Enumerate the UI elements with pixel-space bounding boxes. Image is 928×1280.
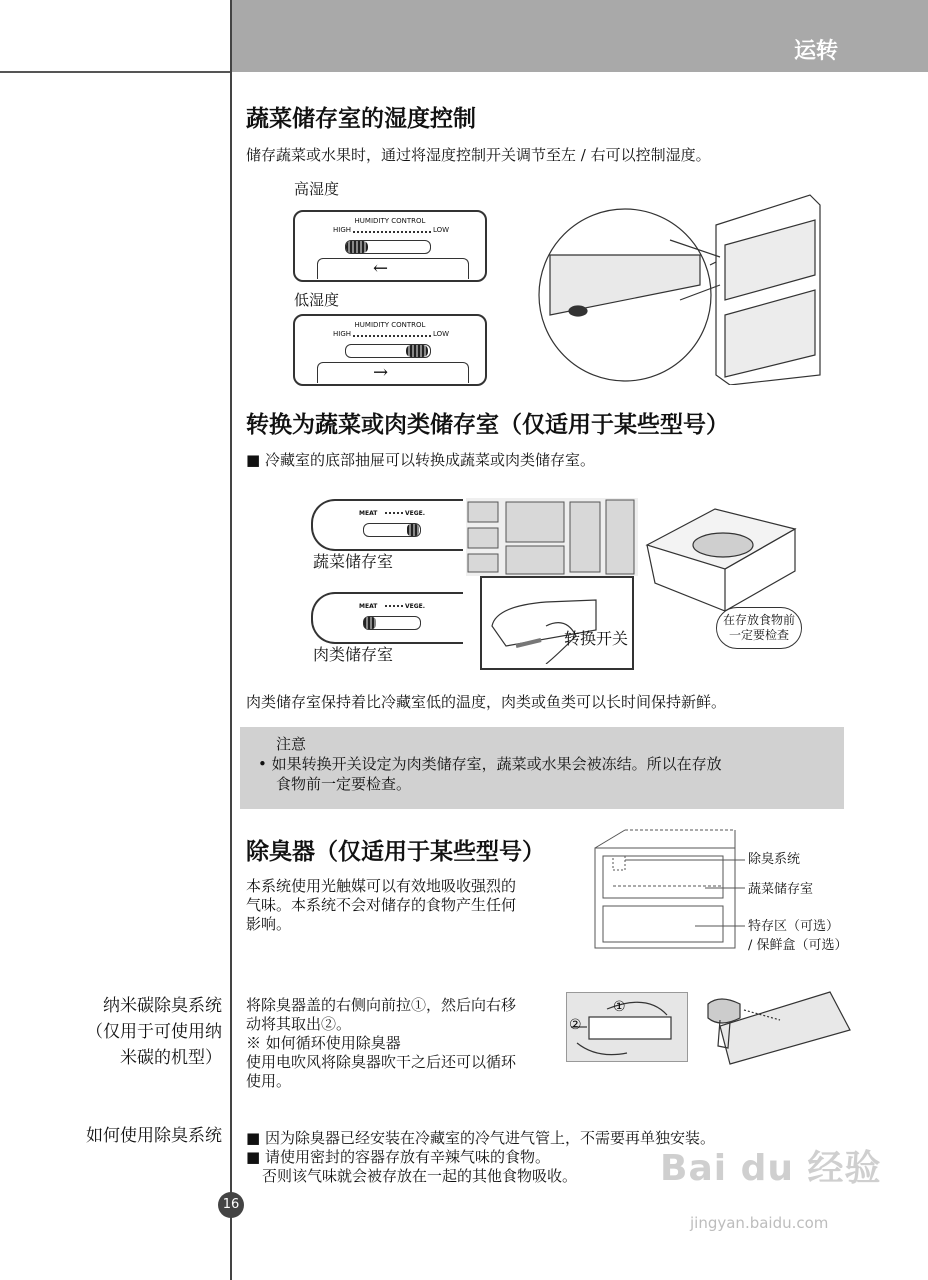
humidity-panel-low (293, 314, 487, 386)
caution-box (240, 727, 844, 809)
scale-dots (385, 605, 403, 607)
switch-panel-vege (311, 499, 463, 551)
side-nano-3: 米碳的机型） (120, 1048, 222, 1068)
page-title: 运转 (793, 39, 838, 64)
humidity-control-title: HUMIDITY CONTROL (354, 217, 426, 225)
baidu-watermark-url: jingyan.baidu.com (690, 1214, 829, 1232)
scale-dots (353, 231, 431, 233)
nano-line5: 使用。 (246, 1072, 292, 1090)
vege-text: VEGE. (405, 603, 426, 610)
low-humidity-label: 低湿度 (294, 291, 340, 309)
meat-room-description: 肉类储存室保持着比冷藏室低的温度，肉类或鱼类可以长时间保持新鲜。 (246, 693, 727, 711)
right-arrow-icon: → (373, 362, 389, 383)
high-humidity-label: 高湿度 (294, 180, 340, 198)
low-text: LOW (433, 226, 450, 234)
nano-line3: ※ 如何循环使用除臭器 (246, 1034, 401, 1052)
fridge-interior-photo (466, 498, 638, 576)
humidity-panel-high (293, 210, 487, 282)
step-1-marker: ① (613, 999, 626, 1015)
meat-room-label: 肉类储存室 (313, 645, 394, 664)
deodorizer-body-1: 本系统使用光触媒可以有效地吸收强烈的 (246, 877, 517, 895)
step-2-marker: ② (569, 1017, 582, 1033)
deodorizer-body-3: 影响。 (246, 915, 292, 933)
section-heading-humidity: 蔬菜储存室的湿度控制 (246, 106, 476, 132)
nano-line4: 使用电吹风将除臭器吹干之后还可以循环 (246, 1053, 517, 1071)
usage-bullet3: 否则该气味就会被存放在一起的其他食物吸收。 (262, 1167, 578, 1185)
meat-text: MEAT (359, 603, 378, 610)
usage-bullet1: ■ 因为除臭器已经安装在冷藏室的冷气进气管上，不需要再单独安装。 (246, 1129, 715, 1147)
left-arrow-icon: ← (373, 258, 389, 279)
usage-bullet2: ■ 请使用密封的容器存放有辛辣气味的食物。 (246, 1148, 550, 1166)
side-nano-1: 纳米碳除臭系统 (103, 996, 222, 1016)
hand-switch-illustration (486, 586, 629, 664)
section-heading-deodorizer: 除臭器（仅适用于某些型号） (246, 839, 545, 865)
section-heading-convert: 转换为蔬菜或肉类储存室（仅适用于某些型号） (246, 412, 729, 438)
scale-dots (353, 335, 431, 337)
side-heading-usage: 如何使用除臭系统 (86, 1126, 222, 1146)
deodorizer-body-2: 气味。本系统不会对储存的食物产生任何 (246, 896, 517, 914)
check-note-line2: 一定要检查 (728, 628, 789, 642)
panel-inner (317, 258, 469, 279)
check-callout (716, 607, 802, 649)
vege-text: VEGE. (405, 510, 426, 517)
humidity-description: 储存蔬菜或水果时，通过将湿度控制开关调节至左 / 右可以控制湿度。 (246, 146, 711, 164)
convert-bullet: ■ 冷藏室的底部抽屉可以转换成蔬菜或肉类储存室。 (246, 451, 595, 469)
meat-drawer-illustration (645, 505, 800, 615)
high-text: HIGH (333, 226, 352, 234)
slider-knob-low[interactable] (406, 345, 428, 357)
deodorizer-removal-illustration (566, 992, 688, 1062)
side-nano-2: （仅用于可使用纳 (86, 1022, 222, 1042)
panel-inner (317, 362, 469, 383)
slider-knob-high[interactable] (346, 241, 368, 253)
caution-line2: 食物前一定要检查。 (276, 775, 412, 793)
caution-line1: • 如果转换开关设定为肉类储存室，蔬菜或水果会被冻结。所以在存放 (258, 755, 722, 773)
switch-panel-meat (311, 592, 463, 644)
caution-title: 注意 (276, 735, 307, 753)
low-text: LOW (433, 330, 450, 338)
label-fresh-box: / 保鲜盒（可选） (748, 938, 848, 953)
header-divider (0, 71, 231, 73)
nano-line1: 将除臭器盖的右侧向前拉①，然后向右移 (246, 996, 517, 1014)
scale-dots (385, 512, 403, 514)
veg-room-label: 蔬菜储存室 (313, 552, 394, 571)
hair-dryer-illustration (700, 990, 860, 1068)
baidu-watermark-logo: Bai du 经验 (660, 1148, 882, 1189)
switch-knob-meat[interactable] (364, 617, 376, 629)
high-text: HIGH (333, 330, 352, 338)
label-veg-room: 蔬菜储存室 (748, 882, 814, 897)
fridge-diagram (585, 826, 745, 956)
page-number: 16 (218, 1192, 244, 1218)
fridge-drawer-illustration (520, 185, 850, 385)
humidity-control-title: HUMIDITY CONTROL (354, 321, 426, 329)
switch-closeup-frame (480, 576, 634, 670)
margin-divider (230, 0, 232, 1280)
nano-line2: 动将其取出②。 (246, 1015, 352, 1033)
switch-knob-vege[interactable] (407, 524, 419, 536)
side-heading-nano (40, 993, 222, 1071)
meat-text: MEAT (359, 510, 378, 517)
check-note-line1: 在存放食物前 (722, 613, 795, 627)
label-special-zone: 特存区（可选） (748, 919, 840, 934)
label-deodorizer-system: 除臭系统 (748, 852, 801, 867)
switch-label: 转换开关 (564, 629, 629, 648)
